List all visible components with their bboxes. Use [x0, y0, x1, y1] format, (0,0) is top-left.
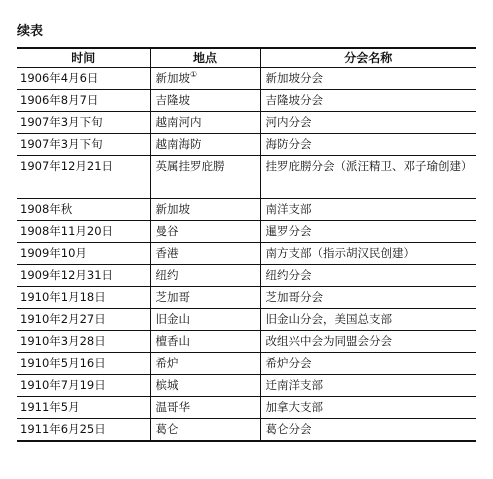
cell-time: 1909年10月 — [17, 243, 150, 265]
cell-branch-name: 河内分会 — [260, 112, 476, 134]
cell-time: 1910年2月27日 — [17, 309, 150, 331]
cell-branch-name: 海防分会 — [260, 134, 476, 156]
cell-time: 1910年7月19日 — [17, 375, 150, 397]
cell-place — [150, 68, 260, 90]
cell-place: 吉隆坡 — [150, 90, 260, 112]
table-row — [17, 397, 476, 419]
footnote-marker: ① — [190, 70, 198, 80]
cell-branch-name: 芝加哥分会 — [260, 287, 476, 309]
table-row — [17, 68, 476, 90]
table-row — [17, 90, 476, 112]
cell-place: 越南海防 — [150, 134, 260, 156]
cell-time: 1908年11月20日 — [17, 221, 150, 243]
header-place: 地点 — [150, 48, 260, 68]
table-row — [17, 134, 476, 156]
cell-branch-name: 迁南洋支部 — [260, 375, 476, 397]
cell-place: 曼谷 — [150, 221, 260, 243]
cell-time: 1910年3月28日 — [17, 331, 150, 353]
cell-time: 1906年4月6日 — [17, 68, 150, 90]
table-row — [17, 243, 476, 265]
table-row — [17, 419, 476, 442]
cell-place-text: 新加坡 — [155, 71, 190, 85]
table-row — [17, 156, 476, 199]
header-branch-name: 分会名称 — [260, 48, 476, 68]
table-row — [17, 331, 476, 353]
cell-branch-name: 希炉分会 — [260, 353, 476, 375]
cell-place: 希炉 — [150, 353, 260, 375]
table-row — [17, 287, 476, 309]
cell-time: 1910年5月16日 — [17, 353, 150, 375]
cell-place: 葛仑 — [150, 419, 260, 442]
cell-place: 芝加哥 — [150, 287, 260, 309]
cell-place: 新加坡 — [150, 199, 260, 221]
header-time: 时间 — [17, 48, 150, 68]
cell-place: 英属挂罗庇朥 — [150, 156, 260, 199]
cell-branch-name: 南洋支部 — [260, 199, 476, 221]
table-caption: 续表 — [17, 24, 44, 39]
cell-time: 1907年3月下旬 — [17, 134, 150, 156]
cell-place: 越南河内 — [150, 112, 260, 134]
cell-branch-name: 挂罗庇朥分会（派汪精卫、邓子瑜创建） — [260, 156, 476, 199]
table-row — [17, 375, 476, 397]
cell-place: 槟城 — [150, 375, 260, 397]
cell-branch-name: 旧金山分会，美国总支部 — [260, 309, 476, 331]
cell-branch-name: 加拿大支部 — [260, 397, 476, 419]
table-header-row — [17, 48, 476, 68]
cell-time: 1911年6月25日 — [17, 419, 150, 442]
cell-branch-name: 吉隆坡分会 — [260, 90, 476, 112]
cell-branch-name: 新加坡分会 — [260, 68, 476, 90]
cell-branch-name: 改组兴中会为同盟会分会 — [260, 331, 476, 353]
cell-place: 香港 — [150, 243, 260, 265]
cell-time: 1906年8月7日 — [17, 90, 150, 112]
cell-place: 纽约 — [150, 265, 260, 287]
cell-branch-name: 纽约分会 — [260, 265, 476, 287]
cell-place: 旧金山 — [150, 309, 260, 331]
cell-time: 1910年1月18日 — [17, 287, 150, 309]
branch-table — [17, 47, 476, 442]
cell-place: 檀香山 — [150, 331, 260, 353]
cell-time: 1908年秋 — [17, 199, 150, 221]
cell-branch-name: 南方支部（指示胡汉民创建） — [260, 243, 476, 265]
cell-time: 1909年12月31日 — [17, 265, 150, 287]
cell-time: 1907年3月下旬 — [17, 112, 150, 134]
table-row — [17, 199, 476, 221]
table-row — [17, 265, 476, 287]
table-row — [17, 221, 476, 243]
table-row — [17, 353, 476, 375]
cell-time: 1907年12月21日 — [17, 156, 150, 199]
cell-place: 温哥华 — [150, 397, 260, 419]
cell-time: 1911年5月 — [17, 397, 150, 419]
table-row — [17, 309, 476, 331]
cell-branch-name: 葛仑分会 — [260, 419, 476, 442]
cell-branch-name: 暹罗分会 — [260, 221, 476, 243]
table-row — [17, 112, 476, 134]
